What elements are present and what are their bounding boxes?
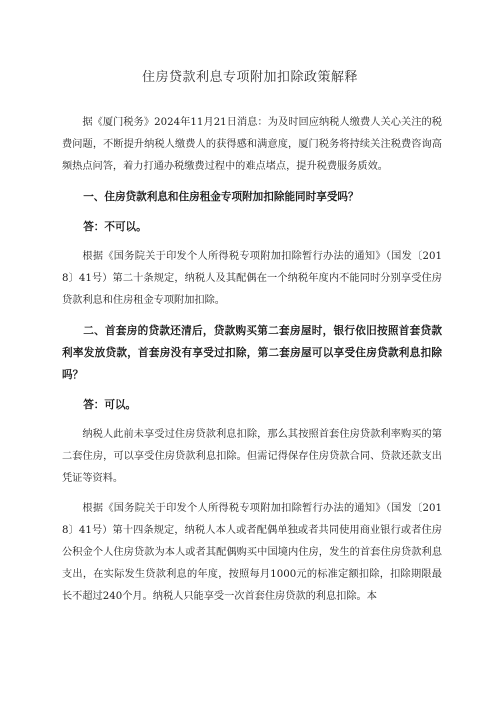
answer-1: 答：不可以。 <box>83 221 147 233</box>
page-title: 住房贷款利息专项附加扣除政策解释 <box>141 70 358 85</box>
question-heading-2: 二、首套房的贷款还清后，贷款购买第二套房屋时，银行依旧按照首套贷款利率发放贷款，首套房没有享受过扣除，第二套房屋可以享受住房贷款利息扣除吗？ <box>62 325 442 381</box>
answer-2: 答：可以。 <box>83 399 137 411</box>
question-heading-1: 一、住房贷款利息和住房租金专项附加扣除能同时享受吗？ <box>83 191 359 203</box>
explanation-paragraph-1: 根据《国务院关于印发个人所得税专项附加扣除暂行办法的通知》（国发〔2018〕41号）第二十条规定，纳税人及其配偶在一个纳税年度内不能同时分别享受住房贷款利息和住房租金专项附加扣除。 <box>62 251 442 306</box>
explanation-paragraph-3: 根据《国务院关于印发个人所得税专项附加扣除暂行办法的通知》（国发〔2018〕41号）第十四条规定，纳税人本人或者配偶单独或者共同使用商业银行或者住房公积金个人住房贷款为本人或者其配偶购买中国境内住房，发生的首套住房贷款利息支出，在实际发生贷款利息的年度，按照每月1000元的标准定额扣除，扣除期限最长不超过240个月。纳税人只能享受一次首套住房贷款的利息扣除。本 <box>62 503 442 602</box>
intro-paragraph: 据《厦门税务》2024年11月21日消息：为及时回应纳税人缴费人关心关注的税费问题，不断提升纳税人缴费人的获得感和满意度，厦门税务将持续关注税费咨询高频热点问答，着力打通办税缴费过程中的难点堵点，提升税费服务质效。 <box>62 117 442 172</box>
explanation-paragraph-2: 纳税人此前未享受过住房贷款利息扣除，那么其按照首套住房贷款利率购买的第二套住房，可以享受住房贷款利息扣除。但需记得保存住房贷款合同、贷款还款支出凭证等资料。 <box>62 429 442 484</box>
document-body <box>62 112 442 616</box>
